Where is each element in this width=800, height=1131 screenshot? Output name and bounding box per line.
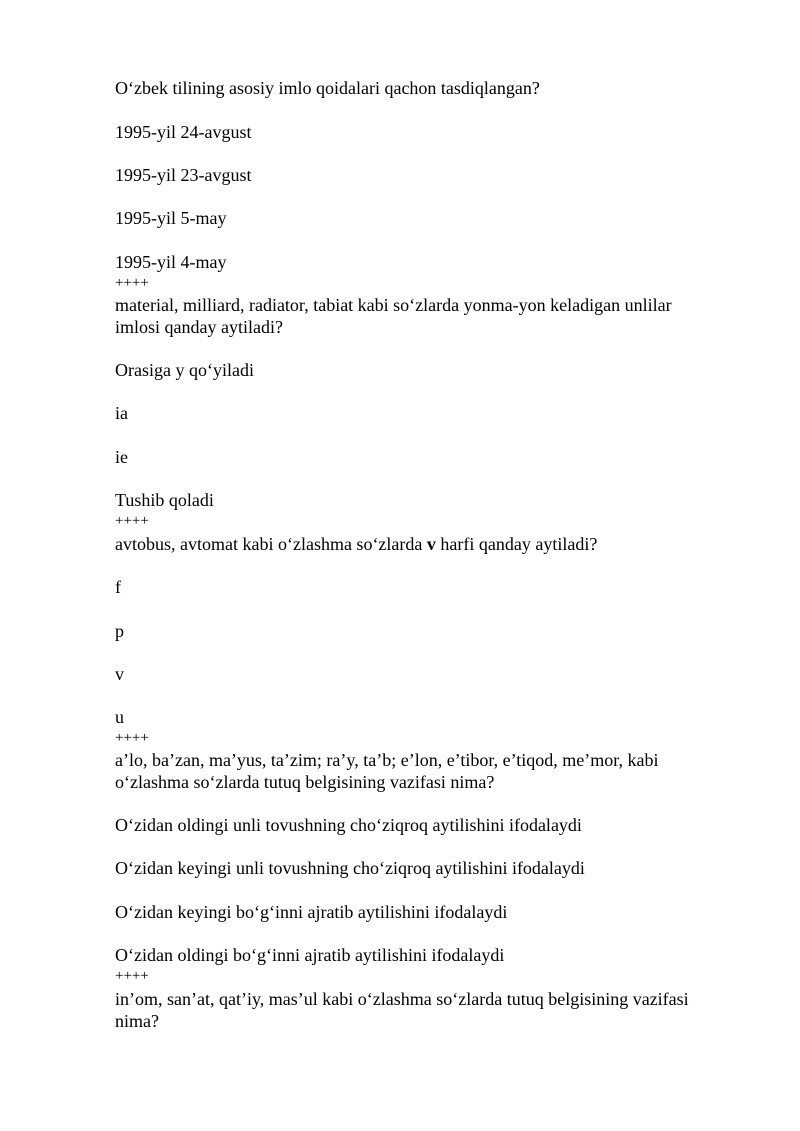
answer-option: ia <box>115 403 128 423</box>
separator: ++++ <box>115 275 149 291</box>
question-text: O‘zbek tilining asosiy imlo qoidalari qachon tasdiqlangan? <box>115 78 540 98</box>
answer-option: O‘zidan oldingi unli tovushning cho‘ziqroq aytilishini ifodalaydi <box>115 815 582 835</box>
question-text: a’lo, ba’zan, ma’yus, ta’zim; ra’y, ta’b; e’lon, e’tibor, e’tiqod, me’mor, kabi <box>115 750 659 770</box>
answer-option: f <box>115 577 121 597</box>
answer-option: u <box>115 707 124 727</box>
question-text: imlosi qanday aytiladi? <box>115 317 283 337</box>
separator: ++++ <box>115 730 149 746</box>
answer-option: O‘zidan keyingi unli tovushning cho‘ziqroq aytilishini ifodalaydi <box>115 858 585 878</box>
answer-option: 1995-yil 5-may <box>115 208 227 228</box>
question-text: nima? <box>115 1011 159 1031</box>
answer-option: p <box>115 621 124 641</box>
answer-option: 1995-yil 24-avgust <box>115 122 252 142</box>
separator: ++++ <box>115 968 149 984</box>
question-text-part: avtobus, avtomat kabi o‘zlashma so‘zlarda <box>115 534 427 554</box>
question-text-part: harfi qanday aytiladi? <box>435 534 598 554</box>
question-text: material, milliard, radiator, tabiat kabi so‘zlarda yonma-yon keladigan unlilar <box>115 295 672 315</box>
answer-option: O‘zidan keyingi bo‘g‘inni ajratib aytilishini ifodalaydi <box>115 902 508 922</box>
answer-option: O‘zidan oldingi bo‘g‘inni ajratib aytilishini ifodalaydi <box>115 945 505 965</box>
separator: ++++ <box>115 513 149 529</box>
answer-option: Orasiga y qo‘yiladi <box>115 360 254 380</box>
answer-option: Tushib qoladi <box>115 490 214 510</box>
question-text: in’om, san’at, qat’iy, mas’ul kabi o‘zlashma so‘zlarda tutuq belgisining vazifasi <box>115 989 689 1009</box>
answer-option: 1995-yil 4-may <box>115 252 227 272</box>
answer-option: v <box>115 664 124 684</box>
answer-option: 1995-yil 23-avgust <box>115 165 252 185</box>
question-text <box>115 533 740 555</box>
question-text: o‘zlashma so‘zlarda tutuq belgisining vazifasi nima? <box>115 772 495 792</box>
answer-option: ie <box>115 447 128 467</box>
question-bold-letter: v <box>426 534 436 554</box>
